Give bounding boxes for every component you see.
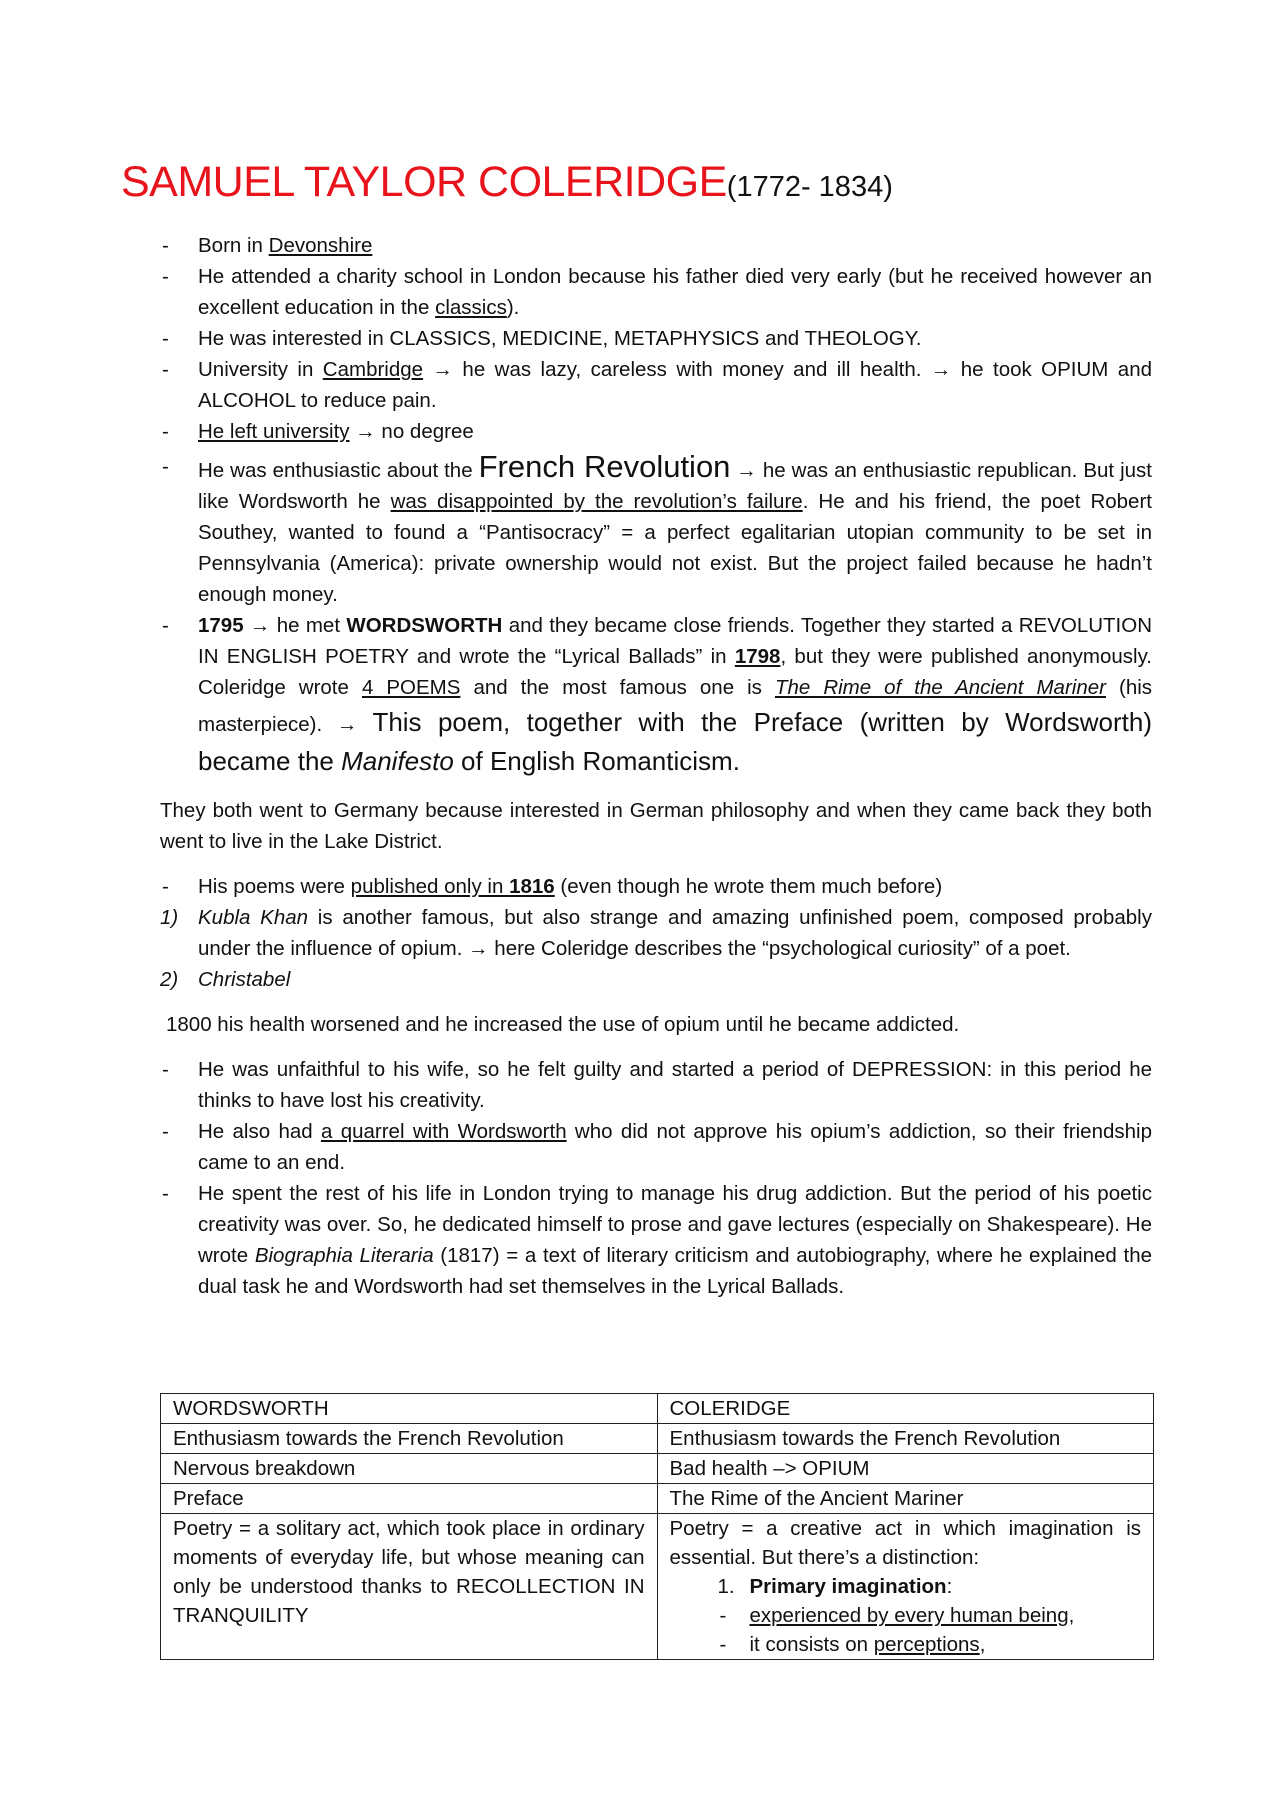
list-item: - 1795 → he met WORDSWORTH and they became close friends. Together they started a REVOLUTION IN ENGLISH POETRY and wrote the “Lyrical Ballads” in 1798, but they were published anonymously. Coleridge wrote 4 POEMS and the most famous one is The Rime of the Ancient Mariner (his masterpiece). → This poem, together with the Preface (written by Wordsworth) became the Manifesto of English Romanticism. [160,610,1152,781]
list-item: - He spent the rest of his life in London trying to manage his drug addiction. But the period of his poetic creativity was over. So, he dedicated himself to prose and gave lectures (especially on Shakespeare). He wrote Biographia Literaria (1817) = a text of literary criticism and autobiography, where he explained the dual task he and Wordsworth had set themselves in the Lyrical Ballads. [160,1178,1152,1302]
comparison-table [160,1393,1154,1660]
primary-imagination-list [670,1601,1142,1659]
poem-list [160,902,1152,995]
table-header-cell: WORDSWORTH [161,1394,658,1424]
list-item: - He attended a charity school in London because his father died very early (but he received however an excellent education in the classics). [160,261,1152,323]
table-cell: Poetry = a solitary act, which took place in ordinary moments of everyday life, but whose meaning can only be understood thanks to RECOLLECTION IN TRANQUILITY [161,1514,658,1660]
table-row [161,1514,1154,1660]
later-life-list [160,1054,1152,1302]
main-content [160,230,1152,1302]
list-item: - experienced by every human being, [718,1601,1142,1630]
list-item: 1) Kubla Khan is another famous, but also strange and amazing unfinished poem, composed probably under the influence of opium. → here Coleridge describes the “psychological curiosity” of a poet. [160,906,1152,960]
table-cell [657,1514,1154,1660]
imagination-intro: Poetry = a creative act in which imagination is essential. But there’s a distinction: [669,1517,1141,1569]
biography-list [160,230,1152,781]
table-cell: Preface [161,1484,658,1514]
list-item: - He left university → no degree [160,416,1152,447]
germany-paragraph: They both went to Germany because interested in German philosophy and when they came back they both went to live in the Lake District. [160,799,1152,853]
list-item: - He was interested in CLASSICS, MEDICINE, METAPHYSICS and THEOLOGY. [160,323,1152,354]
primary-imagination-heading: 1. Primary imagination: [717,1575,953,1598]
table-header-cell: COLERIDGE [657,1394,1154,1424]
table-cell: The Rime of the Ancient Mariner [657,1484,1154,1514]
table-row [161,1454,1154,1484]
table-row [161,1394,1154,1424]
title-name: SAMUEL TAYLOR COLERIDGE [121,158,727,206]
publication-list [160,871,1152,902]
list-item: - Born in Devonshire [160,230,1152,261]
title-dates: (1772- 1834) [726,171,893,203]
list-item: - His poems were published only in 1816 (even though he wrote them much before) [160,871,1152,902]
list-item: - University in Cambridge → he was lazy, careless with money and ill health. → he took OPIUM and ALCOHOL to reduce pain. [160,354,1152,416]
table-cell: Enthusiasm towards the French Revolution [161,1424,658,1454]
table-row [161,1424,1154,1454]
list-item: - He was enthusiastic about the French Revolution → he was an enthusiastic republican. But just like Wordsworth he was disappointed by the revolution’s failure. He and his friend, the poet Robert Southey, wanted to found a “Pantisocracy” = a perfect egalitarian utopian community to be set in Pennsylvania (America): private ownership would not exist. But the project failed because he hadn’t enough money. [160,451,1152,610]
table-cell: Bad health –> OPIUM [657,1454,1154,1484]
table-row [161,1484,1154,1514]
list-item: - He also had a quarrel with Wordsworth who did not approve his opium’s addiction, so their friendship came to an end. [160,1116,1152,1178]
table-cell: Enthusiasm towards the French Revolution [657,1424,1154,1454]
list-item: - He was unfaithful to his wife, so he felt guilty and started a period of DEPRESSION: in this period he thinks to have lost his creativity. [160,1054,1152,1116]
list-item: - it consists on perceptions, [718,1630,1142,1659]
table-cell: Nervous breakdown [161,1454,658,1484]
list-item: 2) Christabel [160,968,291,991]
health-paragraph: 1800 his health worsened and he increased the use of opium until he became addicted. [166,1013,960,1036]
page-title [121,158,893,207]
